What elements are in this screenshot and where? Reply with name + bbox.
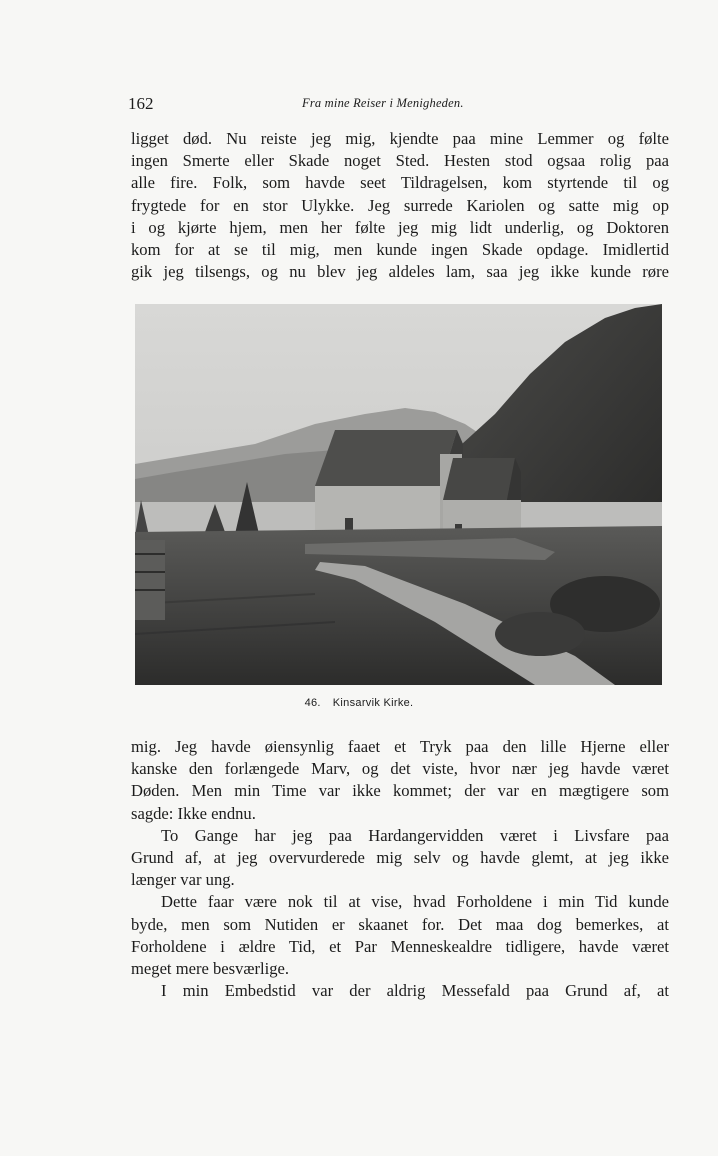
text-line: længer var ung.: [131, 870, 235, 890]
text-line: ingen Smerte eller Skade noget Sted. Hesten stod ogsaa rolig paa: [131, 151, 669, 171]
text-line: I min Embedstid var der aldrig Messefald paa Grund af, at: [161, 981, 669, 1001]
text-line: i og kjørte hjem, men her følte jeg mig lidt underlig, og Doktoren: [131, 217, 669, 237]
text-line: Forholdene i ældre Tid, et Par Menneskealdre tidligere, havde været: [131, 936, 669, 956]
text-line: Døden. Men min Time var ikke kommet; der var en mægtigere som: [131, 781, 669, 801]
running-title: Fra mine Reiser i Menigheden.: [302, 96, 464, 110]
text-line: mig. Jeg havde øiensynlig faaet et Tryk paa den lille Hjerne eller: [131, 737, 669, 756]
text-line: sagde: Ikke endnu.: [131, 803, 256, 823]
caption-number: 46.: [304, 697, 321, 709]
text-line: byde, men som Nutiden er skaanet for. Det maa dog bemerkes, at: [131, 914, 669, 934]
text-line: frygtede for en stor Ulykke. Jeg surrede Kariolen og satte mig op: [131, 195, 669, 215]
top-paragraph: [131, 128, 669, 283]
text-line: Grund af, at jeg overvurderede mig selv og havde glemt, at jeg ikke: [131, 848, 669, 868]
figure-caption: [0, 697, 718, 709]
text-line: gik jeg tilsengs, og nu blev jeg aldeles lam, saa jeg ikke kunde røre: [131, 262, 669, 282]
page-header: [128, 92, 668, 118]
church-photograph: [135, 304, 662, 685]
text-line: ligget død. Nu reiste jeg mig, kjendte paa mine Lemmer og følte: [131, 129, 669, 148]
text-line: To Gange har jeg paa Hardangervidden været i Livsfare paa: [161, 825, 669, 845]
text-line: alle fire. Folk, som havde seet Tildragelsen, kom styrtende til og: [131, 173, 669, 193]
page-number: 162: [128, 94, 154, 113]
text-line: kanske den forlængede Marv, og det viste, hvor nær jeg havde været: [131, 759, 669, 779]
text-line: kom for at se til mig, men kunde ingen Skade opdage. Imidlertid: [131, 240, 669, 260]
caption-text: Kinsarvik Kirke.: [332, 697, 414, 709]
bottom-paragraphs: [131, 736, 669, 1002]
text-line: meget mere besværlige.: [131, 959, 290, 979]
text-line: Dette faar være nok til at vise, hvad Forholdene i min Tid kunde: [161, 892, 669, 912]
